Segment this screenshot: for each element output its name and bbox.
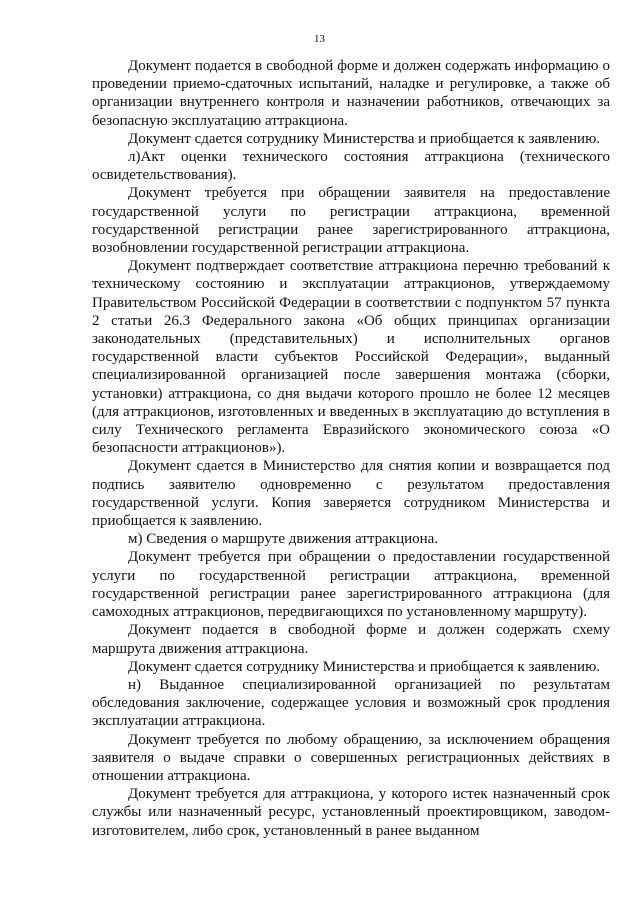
paragraph: Документ требуется по любому обращению, за исключением обращения заявителя о выдаче справки о совершенных регистрационных действиях в отношении аттракциона. <box>92 731 610 784</box>
paragraph: Документ требуется при обращении заявителя на предоставление государственной услуги по регистрации аттракциона, временной государственной регистрации ранее зарегистрированного аттракциона, возобновлении государственной регистрации аттракциона. <box>92 185 610 257</box>
paragraph: Документ требуется при обращении о предоставлении государственной услуги по государственной регистрации аттракциона, временной государственной регистрации ранее зарегистрированного аттракциона (для самоходных аттракционов, передвигающихся по установленному маршруту). <box>92 549 610 621</box>
paragraph: н) Выданное специализированной организацией по результатам обследования заключение, содержащее условия и возможный срок продления эксплуатации аттракциона. <box>92 676 610 730</box>
paragraph: Документ сдается сотруднику Министерства и приобщается к заявлению. <box>128 130 601 147</box>
document-body <box>92 57 610 840</box>
paragraph: Документ сдается в Министерство для снятия копии и возвращается под подпись заявителю одновременно с результатом предоставления государственной услуги. Копия заверяется сотрудником Министерства и приобщается к заявлению. <box>92 458 610 530</box>
paragraph: Документ требуется для аттракциона, у которого истек назначенный срок службы или назначенный ресурс, установленный проектировщиком, заводом-изготовителем, либо срок, установленный в ранее выданном <box>92 786 610 839</box>
paragraph: л)Акт оценки технического состояния аттракциона (технического освидетельствования). <box>92 149 610 184</box>
paragraph: Документ подтверждает соответствие аттракциона перечню требований к техническому состоянию и эксплуатации аттракционов, утверждаемому Правительством Российской Федерации в соответствии с подпунктом 57 пункта 2 статьи 26.3 Федерального закона «Об общих принципах организации законодательных (представительных) и исполнительных органов государственной власти субъектов Российской Федерации», выданный специализированной организацией после завершения монтажа (сборки, установки) аттракциона, со дня выдачи которого прошло не более 12 месяцев (для аттракционов, изготовленных и введенных в эксплуатацию до вступления в силу Технического регламента Евразийского экономического союза «О безопасности аттракционов»). <box>92 258 610 457</box>
paragraph: м) Сведения о маршруте движения аттракциона. <box>128 531 439 548</box>
paragraph: Документ подается в свободной форме и должен содержать схему маршрута движения аттракциона. <box>92 622 610 657</box>
page-number: 13 <box>314 33 325 45</box>
paragraph: Документ подается в свободной форме и должен содержать информацию о проведении приемо-сдаточных испытаний, наладке и регулировке, а также об организации внутреннего контроля и назначении работников, отвечающих за безопасную эксплуатацию аттракциона. <box>92 58 610 129</box>
paragraph: Документ сдается сотруднику Министерства и приобщается к заявлению. <box>128 658 601 675</box>
